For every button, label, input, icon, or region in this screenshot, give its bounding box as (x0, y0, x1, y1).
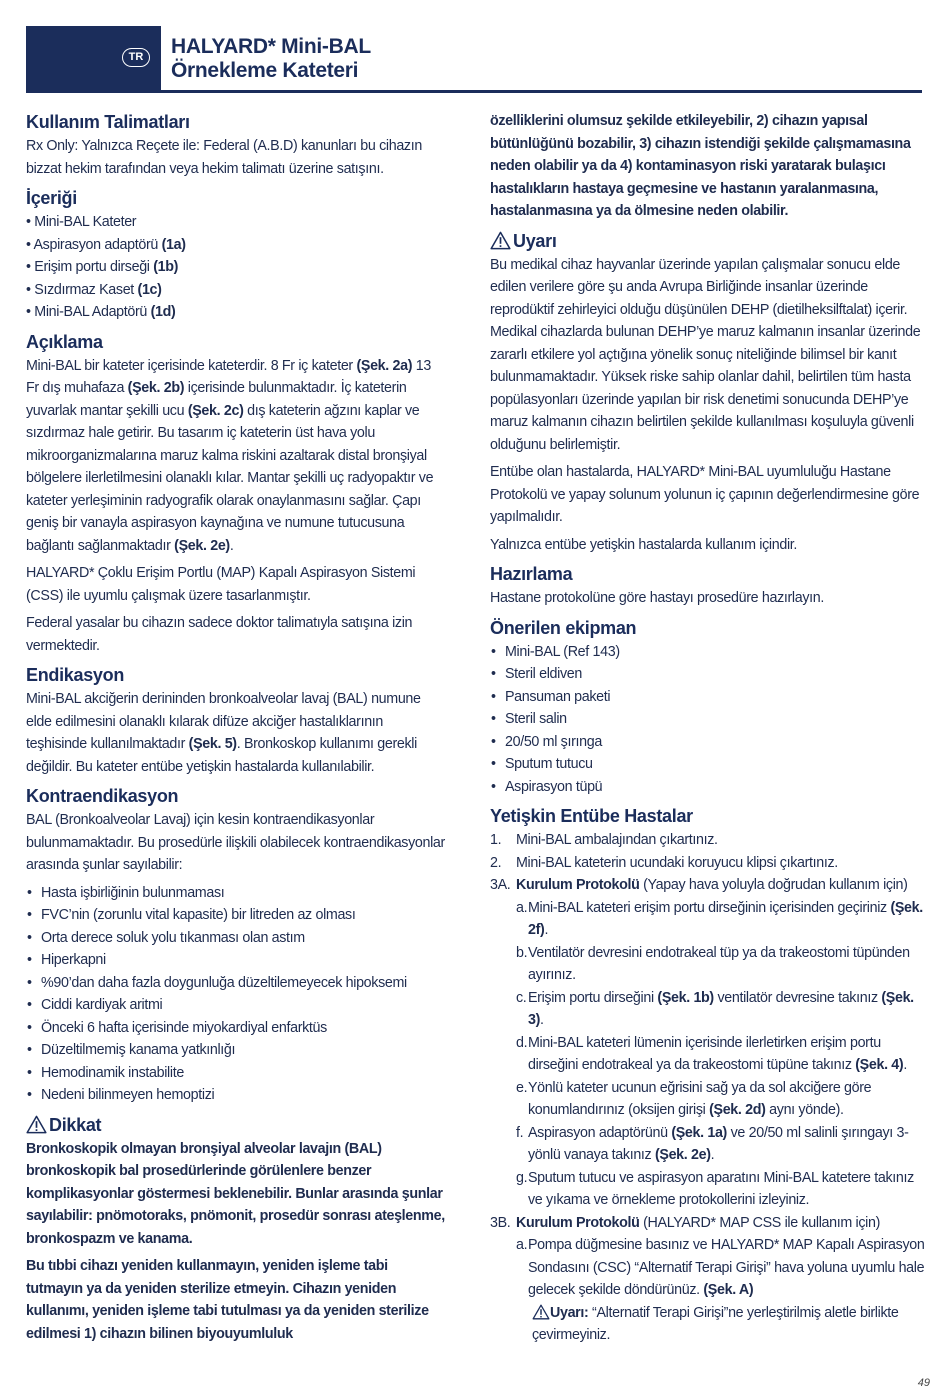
dehp-paragraph: Bu medikal cihaz hayvanlar üzerinde yapılan çalışmalar sonucu elde edilen verilere göre şu anda Avrupa Birliğinde insanlar üzerinde reprodüktif zehirleyici olduğu düşünülen DEHP (dietilheksilftalat) içerir. Medikal cihazlarda bulunan DEHP’ye maruz kalmanın insanlar üzerinde zararlı etkilere yol açtığına yönelik sonuç niteliğinde bilimsel bir kanıt bulunmamaktadır. Yüksek riske sahip olanlar dahil, belirtilen tüm hasta popülasyonları üzerinde yapılan bir risk denetimi sonucunda DEHP’ye maruz kalmanın cihazın belirtilen şekilde kullanılması koşuluyla güvenli olduğunu belirlemiştir. (490, 256, 921, 453)
rx-only-paragraph: Rx Only: Yalnızca Reçete ile: Federal (A.B.D) kanunları bu cihazın bizzat hekim tarafından veya hekim talimatı üzerine satışını. (26, 138, 422, 177)
step-item: 2. Mini-BAL kateterin ucundaki koruyucu klipsi çıkartınız. (490, 854, 838, 871)
list-item: • Önceki 6 hafta içerisinde miyokardiyal enfarktüs (26, 1017, 446, 1040)
list-item: • Erişim portu dirseği (1b) (26, 256, 446, 279)
caution-continuation: özelliklerini olumsuz şekilde etkileyebilir, 2) cihazın yapısal bütünlüğünü bozabilir, 3) cihazın istendiği şekilde çalışmamasına neden olabilir ya da 4) kontaminasyon riski yaratarak bulaşıcı hastalıkların hastaya geçmesine ve hastanın yaralanmasına, hastalanmasına ya da ölmesine neden olabilir. (490, 113, 911, 219)
compatibility-paragraph: HALYARD* Çoklu Erişim Portlu (MAP) Kapalı Aspirasyon Sistemi (CSS) ile uyumlu çalışmak üzere tasarlanmıştır. (26, 565, 416, 604)
warning-triangle-icon (26, 1115, 47, 1134)
preparation-paragraph: Hastane protokolüne göre hastayı prosedüre hazırlayın. (490, 590, 824, 606)
left-column (26, 110, 446, 1350)
section-heading-caution (26, 1113, 446, 1137)
caution-paragraph-1: Bronkoskopik olmayan bronşiyal alveolar lavajın (BAL) bronkoskopik bal prosedürlerinde görülenlere benzer komplikasyonlar göstermesi beklenebilir. Bunlar arasında şunlar sayılabilir: pnömotoraks, pnömonit, prosedür sonrası ateşlenme, bronkospazm ve kanama. (26, 1140, 445, 1247)
warning-title: Uyarı (513, 230, 557, 251)
list-item: • Pansuman paketi (490, 686, 925, 709)
contents-list (26, 211, 446, 324)
warning-triangle-icon (532, 1304, 550, 1320)
section-heading-instructions: Kullanım Talimatları (26, 112, 190, 132)
section-heading-description: Açıklama (26, 331, 103, 352)
contraindication-paragraph: BAL (Bronkoalveolar Lavaj) için kesin kontraendikasyonlar bulunmamaktadır. Bu prosedürle ilişkili olabilecek kontraendikasyonlar arasında şunlar sayılabilir: (26, 812, 445, 873)
list-item: • Steril eldiven (490, 663, 925, 686)
caution-paragraph-2: Bu tıbbi cihazı yeniden kullanmayın, yeniden işleme tabi tutmayın ya da yeniden sterilize etmeyin. Cihazın yeniden kullanımı, yeniden işleme tabi tutulması ya da yeniden sterilize edilmesi 1) cihazın bilinen biyouyumluluk (26, 1258, 429, 1342)
sub-step-warning: Uyarı: “Alternatif Terapi Girişi”ne yerleştirilmiş aletle birlikte çevirmeyiniz. (532, 1304, 899, 1343)
contraindication-list (26, 882, 446, 1107)
equipment-list (490, 641, 925, 799)
list-item: • Aspirasyon tüpü (490, 776, 925, 799)
language-badge: TR (122, 48, 150, 67)
sub-step: e. Yönlü kateter ucunun eğrisini sağ ya da sol akciğere göre konumlandırınız (oksijen girişi (Şek. 2d) aynı yönde). (516, 1079, 872, 1118)
section-heading-preparation: Hazırlama (490, 564, 573, 584)
page-number: 49 (917, 1377, 930, 1389)
header-divider (26, 90, 922, 93)
sub-steps-3a (490, 897, 925, 1212)
intubated-paragraph: Entübe olan hastalarda, HALYARD* Mini-BAL uyumluluğu Hastane Protokolü ve yapay solunum yolunun iç çapının değerlendirmesine göre yapılmalıdır. (490, 464, 920, 525)
description-paragraph: Mini-BAL bir kateter içerisinde kateterdir. 8 Fr iç kateter (Şek. 2a) 13 Fr dış muhafaza (Şek. 2b) içerisinde bulunmaktadır. İç kateterin yuvarlak mantar şekilli ucu (Şek. 2c) dış kateterin ağzını kaplar ve sızdırmaz hale getirir. Bu tasarım iç kateterin üst hava yolu mikroorganizmalarına maruz kalma riskini azaltarak distal bronşiyal bölgelere ilerletilmesini olanaklı kılar. Mantar şekilli uç radyopaktır ve kateter yerleşiminin radyografik olarak onaylanmasını sağlar. Çapı geniş bir vanayla aspirasyon kaynağına ve numune tutucusuna bağlantı sağlanmaktadır (Şek. 2e). (26, 357, 434, 554)
sub-step: a. Mini-BAL kateteri erişim portu dirseğinin içerisinden geçiriniz (Şek. 2f). (516, 899, 923, 938)
section-heading-contents: İçeriği (26, 188, 77, 208)
title-line-2: Örnekleme Kateteri (171, 59, 359, 82)
caution-title: Dikkat (49, 1114, 102, 1135)
step-item: 3A. Kurulum Protokolü (Yapay hava yoluyla doğrudan kullanım için) a. Mini-BAL kateteri erişim portu dirseğinin içerisinden geçiriniz (Şek. 2f). b. Ventilatör devresini endotrakeal tüp ya da trakeostomi tüpünden ayırınız. c. Erişim portu dirseğini (Şek. 1b) ventilatör devresine takınız (Şek. 3). d. Mini-BAL kateteri lümenin içerisinde ilerletirken erişim portu dirseğini endotrakeal ya da trakeostomi tüpüne takınız (Şek. 4). e. Yönlü kateter ucunun eğrisini sağ ya da sol akciğere göre konumlandırınız (oksijen girişi (Şek. 2d) aynı yönde). f. Aspirasyon adaptörünü (Şek. 1a) ve 20/50 ml salinli şırıngayı 3-yönlü vanaya takınız (Şek. 2e). g. Sputum tutucu ve aspirasyon aparatını Mini-BAL katetere takınız ve yıkama ve örnekleme protokollerini izleyiniz. (490, 874, 925, 1212)
list-item: • Sputum tutucu (490, 753, 925, 776)
list-item: • Nedeni bilinmeyen hemoptizi (26, 1084, 446, 1107)
right-column (490, 110, 925, 1347)
sub-step: a. Pompa düğmesine basınız ve HALYARD* MAP Kapalı Aspirasyon Sondasını (CSC) “Alternatif Terapi Girişi” hava yoluna uyumlu hale gelecek şekilde döndürünüz. (Şek. A) (516, 1237, 925, 1298)
document-title (171, 35, 371, 83)
list-item: • Aspirasyon adaptörü (1a) (26, 234, 446, 257)
list-item: • FVC’nin (zorunlu vital kapasite) bir litreden az olması (26, 904, 446, 927)
sub-step: c. Erişim portu dirseğini (Şek. 1b) ventilatör devresine takınız (Şek. 3). (516, 989, 914, 1028)
sub-step: d. Mini-BAL kateteri lümenin içerisinde ilerletirken erişim portu dirseğini endotrakeal ya da trakeostomi tüpüne takınız (Şek. 4). (516, 1034, 907, 1073)
list-item: • Steril salin (490, 708, 925, 731)
list-item: • Hemodinamik instabilite (26, 1062, 446, 1085)
warning-triangle-icon (490, 231, 511, 250)
step-item: 3B. Kurulum Protokolü (HALYARD* MAP CSS ile kullanım için) a. Pompa düğmesine basınız ve HALYARD* MAP Kapalı Aspirasyon Sondasını (CSC) “Alternatif Terapi Girişi” hava yoluna uyumlu hale gelecek şekilde döndürünüz. (Şek. A) Uyarı: “Alternatif Terapi Girişi”ne yerleştirilmiş aletle birlikte çevirmeyiniz. (490, 1212, 925, 1347)
section-heading-adult-intubated: Yetişkin Entübe Hastalar (490, 806, 693, 826)
indication-paragraph: Mini-BAL akciğerin derininden bronkoalveolar lavaj (BAL) numune elde edilmesini olanaklı kılarak difüze akciğer hastalıklarının teşhisinde kullanılmaktadır (Şek. 5). Bronkoskop kullanımı gerekli değildir. Bu kateter entübe yetişkin hastalarda kullanılabilir. (26, 691, 421, 775)
sub-steps-3b (490, 1234, 925, 1347)
sub-step: g. Sputum tutucu ve aspirasyon aparatını Mini-BAL katetere takınız ve yıkama ve örnekleme protokollerini izleyiniz. (516, 1169, 914, 1208)
list-item: • Sızdırmaz Kaset (1c) (26, 279, 446, 302)
section-heading-equipment: Önerilen ekipman (490, 617, 637, 638)
list-item: • Ciddi kardiyak aritmi (26, 994, 446, 1017)
list-item: • Orta derece soluk yolu tıkanması olan astım (26, 927, 446, 950)
title-line-1: HALYARD* Mini-BAL (171, 35, 371, 58)
list-item: • Mini-BAL (Ref 143) (490, 641, 925, 664)
list-item: • Hasta işbirliğinin bulunmaması (26, 882, 446, 905)
page-header (26, 26, 922, 92)
list-item: • %90’dan daha fazla doygunluğa düzeltilemeyecek hipoksemi (26, 972, 446, 995)
section-heading-warning (490, 229, 925, 253)
list-item: • 20/50 ml şırınga (490, 731, 925, 754)
section-heading-contraindication: Kontraendikasyon (26, 786, 179, 806)
section-heading-indication: Endikasyon (26, 665, 125, 685)
list-item: • Mini-BAL Adaptörü (1d) (26, 301, 446, 324)
list-item: • Mini-BAL Kateter (26, 211, 446, 234)
sub-step: b. Ventilatör devresini endotrakeal tüp ya da trakeostomi tüpünden ayırınız. (516, 944, 910, 983)
federal-law-paragraph: Federal yasalar bu cihazın sadece doktor talimatıyla satışına izin vermektedir. (26, 615, 413, 654)
sub-step: f. Aspirasyon adaptörünü (Şek. 1a) ve 20/50 ml salinli şırıngayı 3-yönlü vanaya takınız (Şek. 2e). (516, 1124, 909, 1163)
list-item: • Hiperkapni (26, 949, 446, 972)
step-item: 1. Mini-BAL ambalajından çıkartınız. (490, 832, 718, 848)
adult-only-paragraph: Yalnızca entübe yetişkin hastalarda kullanım içindir. (490, 536, 798, 553)
list-item: • Düzeltilmemiş kanama yatkınlığı (26, 1039, 446, 1062)
procedure-steps (490, 829, 925, 1347)
